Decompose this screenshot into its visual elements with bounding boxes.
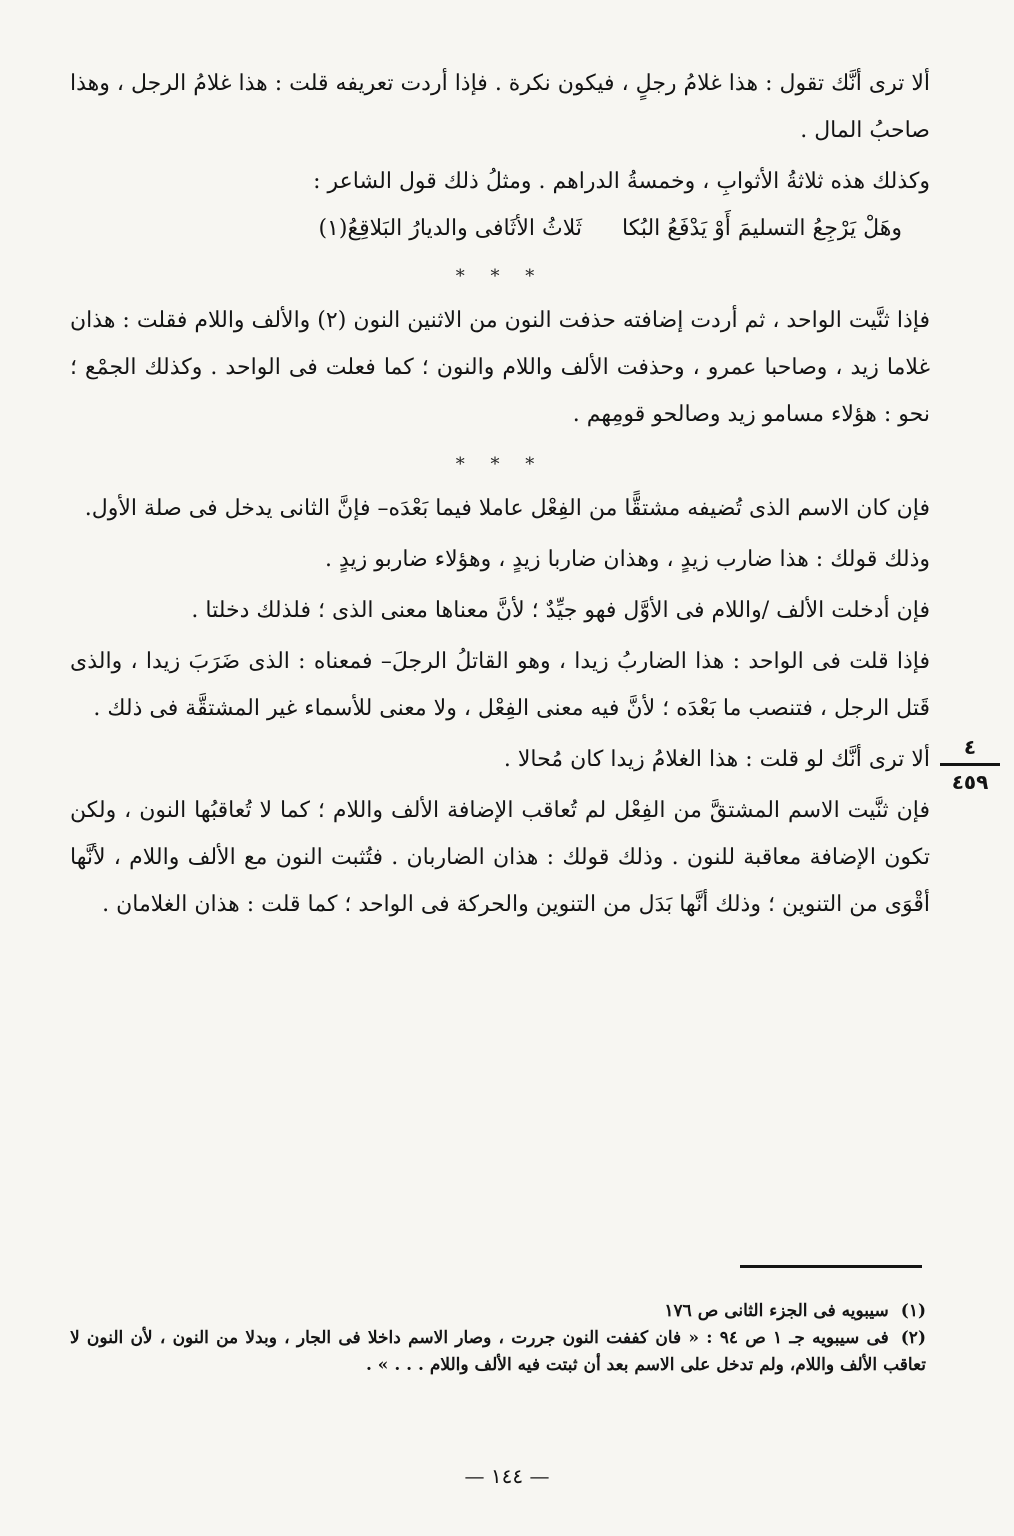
main-text xyxy=(70,60,930,928)
footnote-divider xyxy=(740,1265,922,1268)
footnote-text: فى سيبويه جـ ١ ص ٩٤ : « فان كففت النون جررت ، وصار الاسم داخلا فى الجار ، وبدلا من النون ، لأن النون لا تعاقب الألف واللام، ولم تدخل على الاسم بعد أن ثبتت فيه الألف واللام . . . » . xyxy=(70,1328,926,1375)
section-separator-1: * * * xyxy=(455,266,545,287)
verse-second-hemistich: ثَلاثُ الأثَافى والديارُ البَلاقِعُ(١) xyxy=(318,216,582,241)
margin-note-top: ٤ xyxy=(940,735,1000,766)
paragraph-8: ألا ترى أنَّك لو قلت : هذا الغلامُ زيدا كان مُحالا . xyxy=(503,747,930,772)
margin-page-reference xyxy=(940,735,1000,794)
margin-note-bottom: ٤٥٩ xyxy=(951,770,989,794)
poetry-verse xyxy=(70,205,930,252)
paragraph-7: فإذا قلت فى الواحد : هذا الضاربُ زيدا ، وهو القاتلُ الرجلَ– فمعناه : الذى ضَرَبَ زيدا ، والذى قَتل الرجل ، فتنصب ما بَعْدَه ؛ لأنَّ فيه معنى الفِعْل ، ولا معنى للأسماء غير المشتقَّة فى ذلك . xyxy=(70,649,930,721)
paragraph-9: فإن ثنَّيت الاسم المشتقَّ من الفِعْل لم تُعاقب الإضافة الألف واللام ؛ كما لا تُعاقبُها النون ، ولكن تكون الإضافة معاقبة للنون . وذلك قولك : هذان الضاربان . فتُثبت النون مع الألف واللام ، لأنَّها أقْوَى من التنوين ؛ وذلك أنَّها بَدَل من التنوين والحركة فى الواحد ؛ كما قلت : هذان الغلامان . xyxy=(70,798,930,917)
page-number: — ١٤٤ — xyxy=(464,1464,550,1488)
footnote-1 xyxy=(70,1298,926,1325)
section-separator-2: * * * xyxy=(455,454,545,475)
paragraph-2: وكذلك هذه ثلاثةُ الأثوابِ ، وخمسةُ الدراهم . ومثلُ ذلك قول الشاعر : xyxy=(313,169,930,194)
paragraph-5: وذلك قولك : هذا ضارب زيدٍ ، وهذان ضاربا زيدٍ ، وهؤلاء ضاربو زيدٍ . xyxy=(324,547,930,572)
footnotes xyxy=(70,1298,926,1379)
paragraph-1: ألا ترى أنَّك تقول : هذا غلامُ رجلٍ ، فيكون نكرة . فإذا أردت تعريفه قلت : هذا غلامُ الرجل ، وهذا صاحبُ المال . xyxy=(70,71,930,143)
verse-first-hemistich: وهَلْ يَرْجِعُ التسليمَ أَوْ يَدْفَعُ البُكا xyxy=(621,216,902,241)
footnote-number: (١) xyxy=(900,1301,926,1321)
footnote-number: (٢) xyxy=(900,1328,926,1348)
footnote-2 xyxy=(70,1325,926,1379)
paragraph-6: فإن أدخلت الألف /واللام فى الأوَّل فهو جيِّدٌ ؛ لأنَّ معناها معنى الذى ؛ فلذلك دخلتا . xyxy=(191,598,930,623)
paragraph-3: فإذا ثنَّيت الواحد ، ثم أردت إضافته حذفت النون من الاثنين النون (٢) والألف واللام فقلت : هذان غلاما زيد ، وصاحبا عمرو ، وحذفت الألف واللام والنون ؛ كما فعلت فى الواحد . وكذلك الجمْع ؛ نحو : هؤلاء مسامو زيد وصالحو قومِهم . xyxy=(70,308,931,427)
footnote-text: سيبويه فى الجزء الثانى ص ١٧٦ xyxy=(664,1301,889,1321)
paragraph-4: فإن كان الاسم الذى تُضيفه مشتقًّا من الفِعْل عاملا فيما بَعْدَه– فإنَّ الثانى يدخل فى صلة الأول. xyxy=(84,496,930,521)
